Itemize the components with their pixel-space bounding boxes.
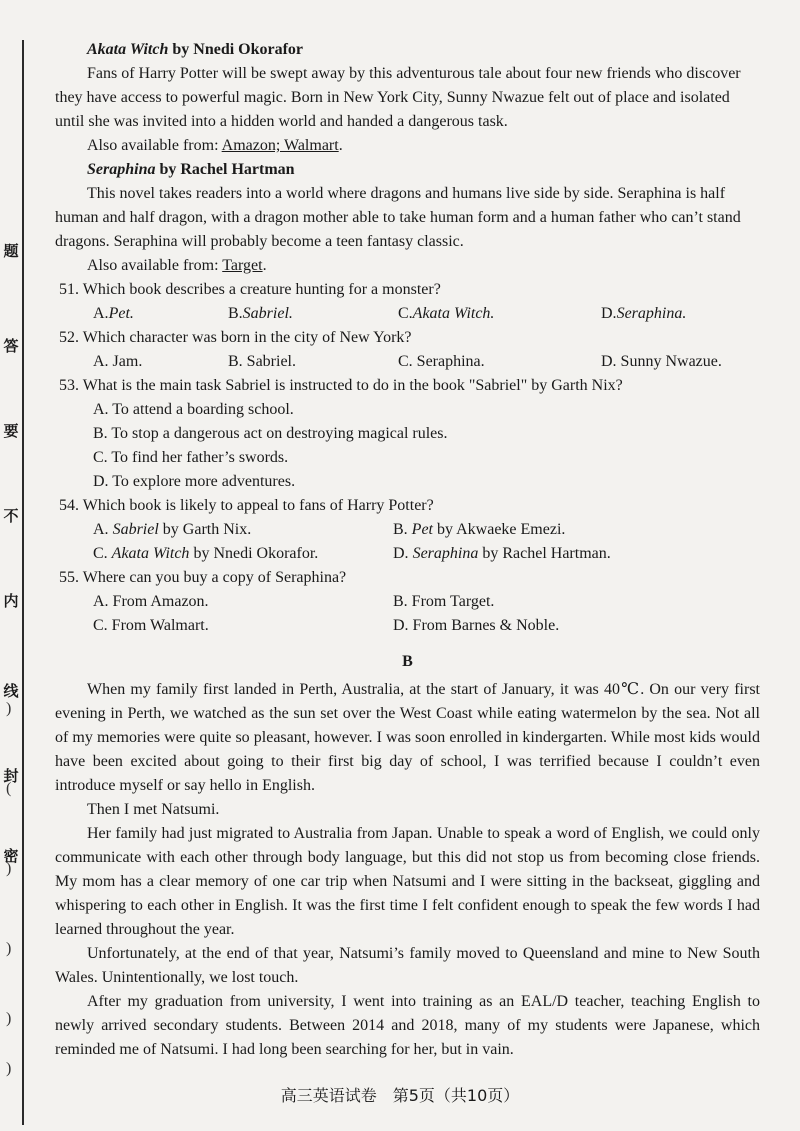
answer-options [55,518,760,542]
option-c: C. Akata Witch by Nnedi Okorafor. [93,545,319,562]
book-title-line [55,38,760,62]
margin-seal-char: 密 [3,849,19,865]
exam-page [55,38,760,1062]
margin-cut-mark: ) [6,940,12,957]
option-d: D. From Barnes & Noble. [393,617,560,634]
option-b: B. Pet by Akwaeke Emezi. [393,521,566,538]
passage-paragraph: After my graduation from university, I went into training as an EAL/D teacher, teaching English to newly arrived secondary students. Between 2014 and 2018, many of my students were Japanese, which reminded me of Natsumi. I had long been searching for her, but in vain. [55,993,760,1058]
option-b: B. From Target. [393,593,495,610]
option-b: B. Sabriel. [228,353,296,370]
availability-stores: Amazon; Walmart [221,137,339,154]
option-d: D. Sunny Nwazue. [601,353,722,370]
question-stem: 54. Which book is likely to appeal to fans of Harry Potter? [59,497,434,514]
passage-paragraph: Her family had just migrated to Australia from Japan. Unable to speak a word of English, we could only communicate with each other through body language, but this did not stop us from becoming close friends. My mom has a clear memory of one car trip when Natsumi and I were sitting in the backseat, giggling and whispering to each other in English. It was the first time I felt confident enough to speak the few words I had learned throughout the year. [55,825,760,938]
answer-options [55,542,760,566]
availability-line [55,254,760,278]
question-stem: 55. Where can you buy a copy of Seraphina? [59,569,347,586]
margin-seal-char: 不 [3,509,19,525]
option-d: D. To explore more adventures. [93,473,296,490]
book-description: Fans of Harry Potter will be swept away by this adventurous tale about four new friends who discover they have access to powerful magic. Born in New York City, Sunny Nwazue felt out of place and isolated until she was invited into a hidden world and handed a dangerous task. [55,65,741,130]
availability-stores: Target [222,257,263,274]
margin-seal-char: 封 [3,769,19,785]
margin-cut-mark: ) [6,1060,12,1077]
option-c: C. From Walmart. [93,617,209,634]
book-title: Akata Witch [87,41,169,58]
margin-cut-mark: ) [6,1010,12,1027]
book-title: Seraphina [87,161,156,178]
answer-options [55,302,760,326]
option-a: A. To attend a boarding school. [93,401,294,418]
option-a: A. Sabriel by Garth Nix. [93,521,252,538]
availability-label: Also available from: [87,257,219,274]
option-b: B.Sabriel. [228,305,293,322]
option-c: C.Akata Witch. [398,305,495,322]
margin-cut-mark: ( [6,780,12,797]
availability-line [55,134,760,158]
option-b: B. To stop a dangerous act on destroying magical rules. [93,425,448,442]
question-stem: 51. Which book describes a creature hunting for a monster? [59,281,441,298]
passage-paragraph: Then I met Natsumi. [87,801,220,818]
section-heading: B [402,653,413,670]
question-stem: 52. Which character was born in the city of New York? [59,329,412,346]
option-a: A. From Amazon. [93,593,209,610]
book-title-line [55,158,760,182]
answer-options [55,590,760,614]
margin-seal-char: 内 [3,594,19,610]
question-stem: 53. What is the main task Sabriel is instructed to do in the book "Sabriel" by Garth Nix? [59,377,623,394]
option-d: D. Seraphina by Rachel Hartman. [393,545,611,562]
margin-seal-char: 要 [3,424,19,440]
passage-paragraph: Unfortunately, at the end of that year, Natsumi’s family moved to Queensland and mine to New South Wales. Unintentionally, we lost touch. [55,945,760,986]
margin-cut-mark: ) [6,700,12,717]
option-d: D.Seraphina. [601,305,687,322]
period: . [262,257,267,274]
option-c: C. Seraphina. [398,353,485,370]
margin-cut-mark: ) [6,860,12,877]
option-a: A.Pet. [93,305,134,322]
binding-line [22,40,24,1125]
margin-seal-char: 线 [3,684,19,700]
book-description: This novel takes readers into a world where dragons and humans live side by side. Seraphina is half human and half dragon, with a dragon mother able to take human form and a human father who can’t stand dragons. Seraphina will probably become a teen fantasy classic. [55,185,741,250]
margin-seal-char: 答 [3,339,19,355]
passage-paragraph: When my family first landed in Perth, Australia, at the start of January, it was 40℃. On our very first evening in Perth, we watched as the sun set over the West Coast while eating watermelon by the sea. Not all of my memories were quite so pleasant, however. I was soon enrolled in kindergarten. While most kids would have been excited about going to their first big day of school, I was terrified because I couldn’t even introduce myself or say hello in English. [55,681,760,794]
margin-seal-char: 题 [3,244,19,260]
book-author: by Nnedi Okorafor [172,41,304,58]
option-c: C. To find her father’s swords. [93,449,289,466]
option-a: A. Jam. [93,353,143,370]
book-author: by Rachel Hartman [159,161,295,178]
answer-options [55,350,760,374]
availability-label: Also available from: [87,137,219,154]
page-footer: 高三英语试卷 第5页（共10页） [280,1086,520,1105]
period: . [338,137,343,154]
answer-options [55,614,760,638]
